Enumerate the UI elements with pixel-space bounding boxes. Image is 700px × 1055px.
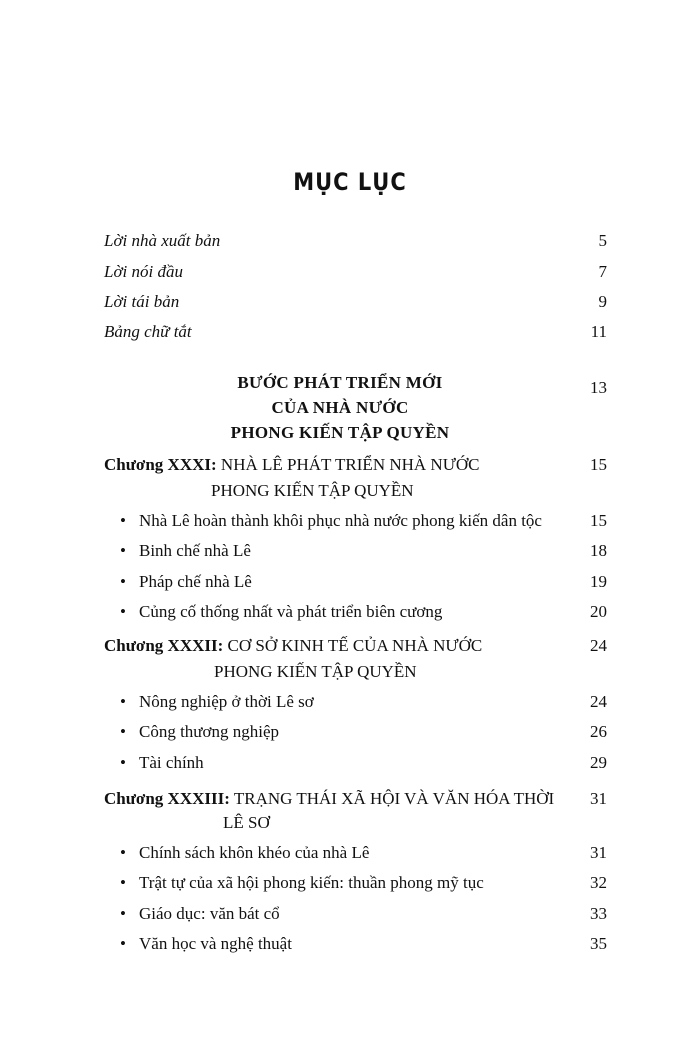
toc-section-page: 15 <box>590 511 607 530</box>
chapter-label: Chương XXXII: <box>104 636 224 655</box>
chapter-label: Chương XXXIII: <box>104 789 230 808</box>
chapter-page: 31 <box>590 789 607 808</box>
part-page: 13 <box>590 378 607 397</box>
toc-section-page: 18 <box>590 541 607 560</box>
toc-section-page: 19 <box>590 572 607 591</box>
part-heading-line: BƯỚC PHÁT TRIỂN MỚI <box>237 373 443 392</box>
toc-section-label: • Trật tự của xã hội phong kiến: thuần phong mỹ tục <box>139 871 484 895</box>
toc-entry-page: 5 <box>598 231 607 250</box>
chapter-title-line2: PHONG KIẾN TẬP QUYỀN <box>214 662 417 681</box>
toc-section-page: 35 <box>590 934 607 953</box>
toc-section-label: • Giáo dục: văn bát cổ <box>139 902 280 926</box>
toc-section-label: • Nhà Lê hoàn thành khôi phục nhà nước phong kiến dân tộc <box>139 509 542 533</box>
toc-section-page: 20 <box>590 602 607 621</box>
toc-entry-label: Lời nói đầu <box>104 262 183 281</box>
toc-section-label: • Văn học và nghệ thuật <box>139 932 292 956</box>
toc-entry-page: 7 <box>598 262 607 281</box>
chapter-page: 15 <box>590 455 607 474</box>
toc-section-page: 24 <box>590 692 607 711</box>
chapter-title-line1: NHÀ LÊ PHÁT TRIỂN NHÀ NƯỚC <box>220 455 480 474</box>
part-heading-line: CỦA NHÀ NƯỚC <box>271 398 409 417</box>
toc-section-page: 29 <box>590 753 607 772</box>
part-heading-line: PHONG KIẾN TẬP QUYỀN <box>230 423 450 442</box>
toc-section-label: • Công thương nghiệp <box>139 720 279 744</box>
toc-section-page: 31 <box>590 843 607 862</box>
toc-section-label: • Củng cố thống nhất và phát triển biên cương <box>139 600 442 624</box>
toc-section-label: • Tài chính <box>139 751 204 775</box>
toc-section-label: • Chính sách khôn khéo của nhà Lê <box>139 841 369 865</box>
toc-entry-label: Lời tái bản <box>104 292 180 311</box>
chapter-label: Chương XXXI: <box>104 455 217 474</box>
page-title: MỤC LỤC <box>293 168 407 196</box>
toc-section-page: 33 <box>590 904 607 923</box>
chapter-title-line1: CƠ SỞ KINH TẾ CỦA NHÀ NƯỚC <box>227 636 483 655</box>
toc-entry-label: Bảng chữ tắt <box>104 322 192 341</box>
toc-section-label: • Pháp chế nhà Lê <box>139 570 252 594</box>
part-heading[interactable] <box>160 370 520 445</box>
toc-section-label: • Nông nghiệp ở thời Lê sơ <box>139 690 314 714</box>
toc-entry-page: 11 <box>590 322 607 341</box>
chapter-title-line2: LÊ SƠ <box>223 813 270 832</box>
toc-entry-label: Lời nhà xuất bản <box>104 231 221 250</box>
toc-section-label: • Binh chế nhà Lê <box>139 539 251 563</box>
toc-section-page: 32 <box>590 873 607 892</box>
chapter-title-line2: PHONG KIẾN TẬP QUYỀN <box>211 481 414 500</box>
toc-section-page: 26 <box>590 722 607 741</box>
toc-entry-page: 9 <box>598 292 607 311</box>
chapter-page: 24 <box>590 636 607 655</box>
chapter-title-line1: TRẠNG THÁI XÃ HỘI VÀ VĂN HÓA THỜI <box>233 789 555 808</box>
